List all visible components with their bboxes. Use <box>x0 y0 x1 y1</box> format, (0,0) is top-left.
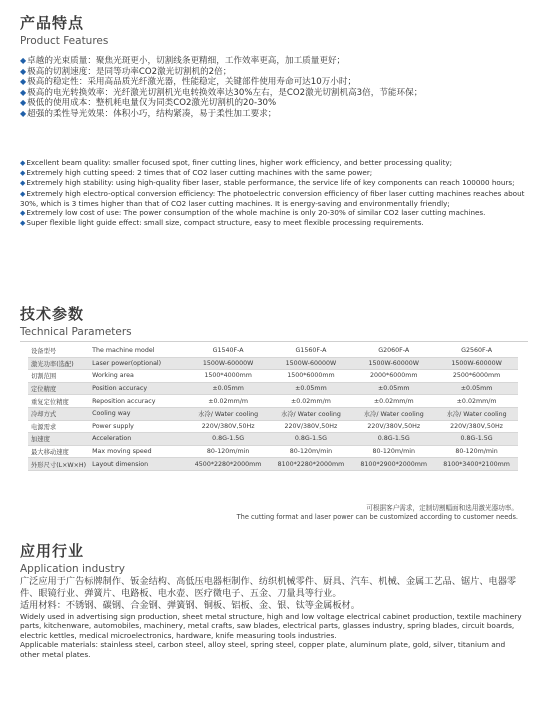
technical-note <box>20 504 518 522</box>
spec-value: ±0.05mm <box>435 382 518 395</box>
diamond-bullet-icon: ◆ <box>20 169 26 178</box>
spec-label-en: Working area <box>89 370 187 383</box>
spec-value: 0.8G-1.5G <box>435 433 518 446</box>
spec-value: 8100*2280*2000mm <box>270 458 353 471</box>
spec-row <box>28 382 518 395</box>
feature-cn-item: ◆超强的柔性导光效果：体积小巧，结构紧凑，易于柔性加工要求； <box>20 108 277 119</box>
spec-value: 0.8G-1.5G <box>187 433 270 446</box>
diamond-bullet-icon: ◆ <box>20 108 27 118</box>
application-en-text: Widely used in advertising sign production, sheet metal structure, high and low voltage electrical cabinet production, textile machinery parts, kitchenware, automobiles, machinery, metal crafts, saw blades, electrical parts, glasses industry, spring blades, circuit boards, electric kettles, medical microelectronics, hardware, knife measuring tools industries. <box>20 612 522 640</box>
technical-title-en: Technical Parameters <box>20 326 132 338</box>
spec-row <box>28 357 518 370</box>
application-section <box>20 540 528 575</box>
spec-value: G2060F-A <box>352 345 435 357</box>
spec-value: G1540F-A <box>187 345 270 357</box>
technical-title-cn: 技术参数 <box>20 305 85 323</box>
feature-cn-item: ◆卓越的光束质量：聚焦光斑更小，切割线条更精细，工作效率更高，加工质量更好； <box>20 56 346 66</box>
spec-label-cn: 电源需求 <box>28 420 89 433</box>
diamond-bullet-icon: ◆ <box>20 98 27 108</box>
feature-cn-item: ◆极高的切割速度：是同等功率CO2激光切割机的2倍； <box>20 66 232 77</box>
note-en: The cutting format and laser power can be customized according to customer needs. <box>236 513 518 521</box>
feature-cn-item: ◆极低的使用成本：整机耗电量仅为同类CO2激光切割机的20-30% <box>20 98 277 109</box>
feature-cn-item: ◆极高的稳定性：采用高品质光纤激光器，性能稳定，关键部件使用寿命可达10万小时； <box>20 77 357 88</box>
spec-value: G1560F-A <box>270 345 353 357</box>
spec-value: 4500*2280*2000mm <box>187 458 270 471</box>
diamond-bullet-icon: ◆ <box>20 209 26 218</box>
spec-label-en: Position accuracy <box>89 382 187 395</box>
feature-en-item: ◆Extremely high electro-optical conversion efficiency: The photoelectric conversion efficiency of fiber laser cutting machines reaches about 30%, which is 3 times higher than that of CO2 laser cutting machines. It is energy-saving and environmentally friendly; <box>20 188 525 208</box>
spec-value: 220V/380V,50Hz <box>352 420 435 433</box>
features-title-cn: 产品特点 <box>20 14 85 32</box>
features-cn-list <box>20 56 528 120</box>
spec-value: 220V/380V,50Hz <box>270 420 353 433</box>
spec-table <box>28 345 518 471</box>
application-cn-text: 广泛应用于广告标牌制作、钣金结构、高低压电器柜制作、纺织机械零件、厨具、汽车、机械、金属工艺品、锯片、电器零件、眼镜行业、弹簧片、电路板、电水壶、医疗微电子、五金、刀量具等行业。 <box>20 576 517 599</box>
features-title-en: Product Features <box>20 35 109 47</box>
spec-value: 8100*3400*2100mm <box>435 458 518 471</box>
spec-label-en: Cooling way <box>89 407 187 420</box>
spec-value: ±0.02mm/m <box>352 395 435 408</box>
spec-label-cn: 最大移动速度 <box>28 445 89 458</box>
spec-table-wrap <box>28 345 528 471</box>
diamond-bullet-icon: ◆ <box>20 66 27 76</box>
spec-value: 1500W-60000W <box>270 357 353 370</box>
application-title-en: Application industry <box>20 563 126 575</box>
feature-en-item: ◆Extremely low cost of use: The power consumption of the whole machine is only 20-30% of similar CO2 laser cutting machines. <box>20 208 486 218</box>
diamond-bullet-icon: ◆ <box>20 179 26 188</box>
spec-label-en: Reposition accuracy <box>89 395 187 408</box>
spec-label-cn: 设备型号 <box>28 345 89 357</box>
spec-value: 1500*4000mm <box>187 370 270 383</box>
spec-value: 220V/380V,50Hz <box>435 420 518 433</box>
diamond-bullet-icon: ◆ <box>20 77 27 87</box>
spec-label-cn: 重复定位精度 <box>28 395 89 408</box>
spec-value: ±0.02mm/m <box>270 395 353 408</box>
diamond-bullet-icon: ◆ <box>20 189 26 198</box>
spec-value: 1500W-60000W <box>435 357 518 370</box>
feature-en-item: ◆Extremely high stability: using high-quality fiber laser, stable performance, the service life of key components can reach 100000 hours; <box>20 178 515 188</box>
spec-label-en: Layout dimension <box>89 458 187 471</box>
spec-label-cn: 定位精度 <box>28 382 89 395</box>
spec-value: 水冷/ Water cooling <box>187 407 270 420</box>
application-materials-en: Applicable materials: stainless steel, carbon steel, alloy steel, spring steel, copper plate, aluminum plate, gold, silver, titanium and other metal plates. <box>20 640 506 659</box>
spec-row <box>28 445 518 458</box>
application-title-cn: 应用行业 <box>20 542 85 560</box>
feature-en-item: ◆Excellent beam quality: smaller focused spot, finer cutting lines, higher work efficiency, and better processing quality; <box>20 158 453 167</box>
spec-label-en: The machine model <box>89 345 187 357</box>
diamond-bullet-icon: ◆ <box>20 87 27 97</box>
spec-value: ±0.02mm/m <box>187 395 270 408</box>
spec-label-en: Max moving speed <box>89 445 187 458</box>
spec-row <box>28 420 518 433</box>
spec-row <box>28 458 518 471</box>
spec-value: 2000*6000mm <box>352 370 435 383</box>
note-cn: 可根据客户需求，定制切割幅面和选用激光器功率。 <box>366 504 518 512</box>
spec-value: 80-120m/min <box>352 445 435 458</box>
features-en-list <box>20 158 526 228</box>
spec-value: 220V/380V,50Hz <box>187 420 270 433</box>
spec-value: 1500*6000mm <box>270 370 353 383</box>
diamond-bullet-icon: ◆ <box>20 219 26 228</box>
feature-en-item: ◆Extremely high cutting speed: 2 times that of CO2 laser cutting machines with the same power; <box>20 168 373 178</box>
spec-row <box>28 395 518 408</box>
spec-row <box>28 433 518 446</box>
spec-label-cn: 冷却方式 <box>28 407 89 420</box>
spec-value: 水冷/ Water cooling <box>352 407 435 420</box>
spec-value: 水冷/ Water cooling <box>270 407 353 420</box>
spec-label-cn: 切割范围 <box>28 370 89 383</box>
spec-value: 80-120m/min <box>435 445 518 458</box>
diamond-bullet-icon: ◆ <box>20 56 27 65</box>
spec-row <box>28 407 518 420</box>
spec-label-cn: 加速度 <box>28 433 89 446</box>
spec-value: G2560F-A <box>435 345 518 357</box>
spec-label-en: Acceleration <box>89 433 187 446</box>
spec-value: 8100*2900*2000mm <box>352 458 435 471</box>
spec-value: 0.8G-1.5G <box>270 433 353 446</box>
spec-label-en: Laser power(optional) <box>89 357 187 370</box>
spec-value: 80-120m/min <box>270 445 353 458</box>
spec-label-cn: 外形尺寸(L×W×H) <box>28 458 89 471</box>
spec-value: ±0.02mm/m <box>435 395 518 408</box>
spec-value: 1500W-60000W <box>187 357 270 370</box>
features-section <box>20 12 528 47</box>
section-divider <box>20 341 528 342</box>
feature-en-item: ◆Super flexible light guide effect: small size, compact structure, easy to meet flexible processing requirements. <box>20 218 424 228</box>
spec-value: 水冷/ Water cooling <box>435 407 518 420</box>
spec-row <box>28 370 518 383</box>
application-body <box>20 576 524 659</box>
spec-value: 0.8G-1.5G <box>352 433 435 446</box>
spec-row <box>28 345 518 357</box>
diamond-bullet-icon: ◆ <box>20 159 26 167</box>
application-materials-cn: 适用材料：不锈钢、碳钢、合金钢、弹簧钢、铜板、铝板、金、银、钛等金属板材。 <box>20 600 360 611</box>
spec-label-en: Power supply <box>89 420 187 433</box>
spec-value: ±0.05mm <box>270 382 353 395</box>
spec-value: ±0.05mm <box>187 382 270 395</box>
spec-value: 80-120m/min <box>187 445 270 458</box>
spec-label-cn: 激光功率(选配) <box>28 357 89 370</box>
spec-value: ±0.05mm <box>352 382 435 395</box>
spec-value: 2500*6000mm <box>435 370 518 383</box>
feature-cn-item: ◆极高的电光转换效率：光纤激光切割机光电转换效率达30%左右，是CO2激光切割机高3倍，节能环保； <box>20 87 423 98</box>
technical-section <box>20 303 528 342</box>
spec-value: 1500W-60000W <box>352 357 435 370</box>
